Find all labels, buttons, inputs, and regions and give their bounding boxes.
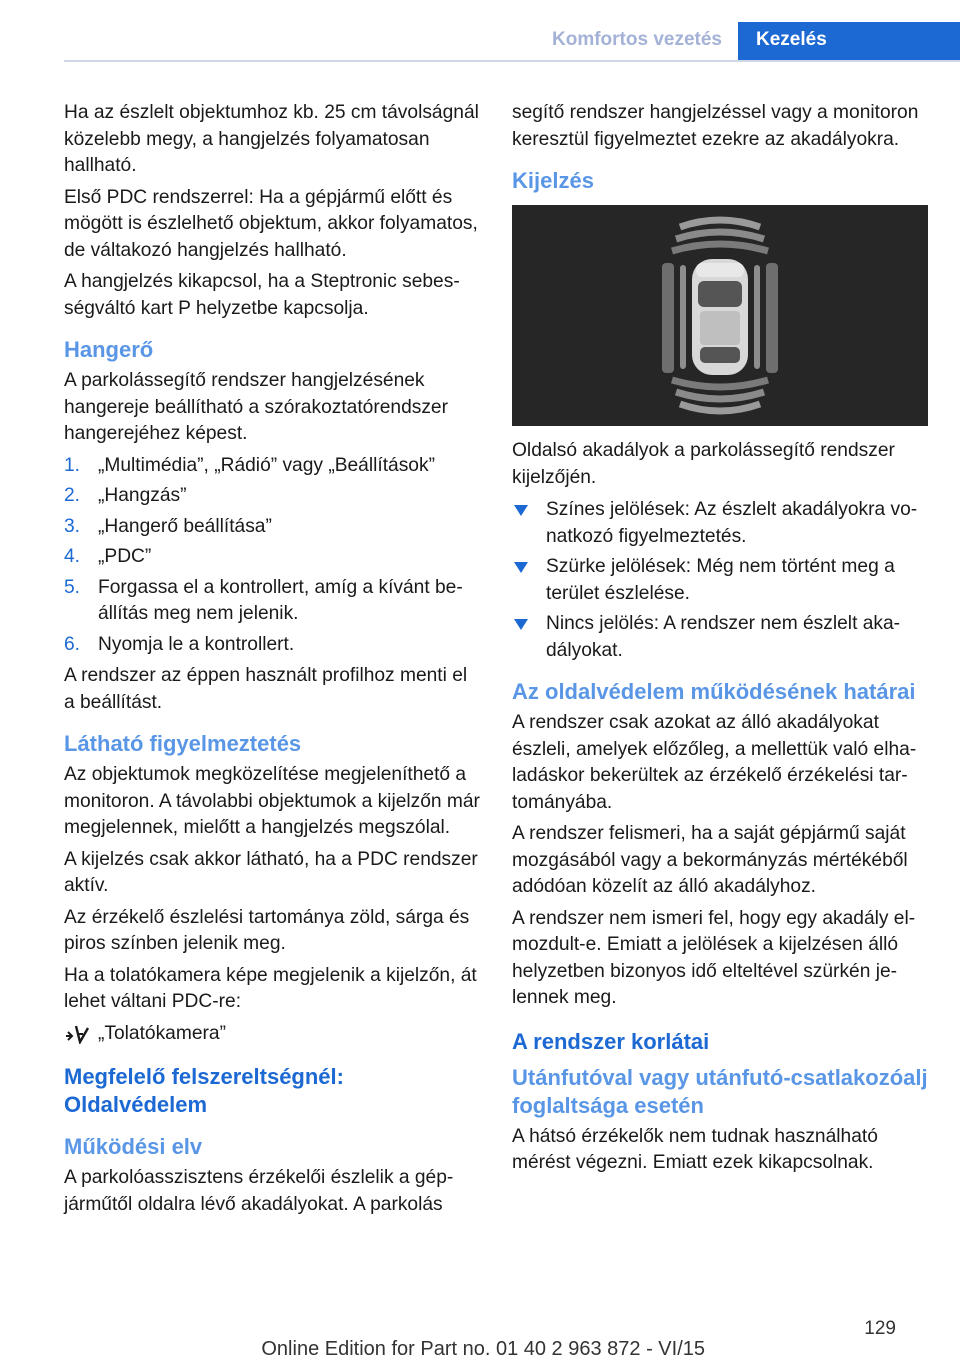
- step-number: 2.: [64, 485, 81, 506]
- heading-system-limits: A rendszer korlátai: [512, 1028, 710, 1054]
- heading-visible-warning: Látható figyelmeztetés: [64, 731, 302, 756]
- heading-side-limits: Az oldalvédelem működésének határai: [512, 679, 916, 704]
- paragraph: Oldalsó akadályok a parkolássegítő rendszer kijelzőjén.: [512, 440, 895, 488]
- list-item: [64, 453, 480, 480]
- header-chapter-tab: Kezelés: [738, 22, 960, 62]
- page-header: [64, 22, 960, 62]
- bullet-text: Színes jelölések: Az észlelt akadályokra vonatkozó figyelmeztetés.: [546, 499, 918, 547]
- step-text: „Hangerő beállítása”: [98, 515, 272, 537]
- step-number: 4.: [64, 546, 81, 567]
- edition-note: Online Edition for Part no. 01 40 2 963 872 - VI/15: [261, 1338, 705, 1360]
- heading-equipment: Megfelelő felszereltségnél: Oldalvédelem: [64, 1064, 344, 1117]
- step-text: „Multimédia”, „Rádió” vagy „Beállítások”: [98, 454, 435, 476]
- step-text: Nyomja le a kontrollert.: [98, 633, 295, 655]
- list-item: [64, 632, 480, 659]
- left-column: [64, 100, 480, 1223]
- heading-volume: Hangerő: [64, 337, 154, 362]
- paragraph: segítő rendszer hangjelzéssel vagy a monitoron keresztül figyelmeztet ezekre az akadályokra.: [512, 102, 919, 150]
- paragraph: A rendszer felismeri, ha a saját gépjármű saját mozgásából vagy a bekormányzás mértékéből adódóan közelít az álló akadályhoz.: [512, 823, 908, 897]
- bullet-text: Szürke jelölések: Még nem történt meg a terület észlelése.: [546, 556, 895, 604]
- page-number: 129: [864, 1318, 896, 1339]
- camera-item-label: „Tolatókamera”: [98, 1022, 226, 1044]
- marking-list: [512, 497, 928, 664]
- right-column: [512, 100, 928, 1182]
- step-number: 5.: [64, 576, 81, 598]
- step-number: 1.: [64, 454, 81, 476]
- step-number: 6.: [64, 633, 81, 655]
- list-item: [64, 575, 480, 628]
- list-item: [64, 544, 480, 571]
- heading-display: Kijelzés: [512, 168, 594, 193]
- paragraph: Ha az észlelt objektumhoz kb. 25 cm távolságnál közelebb megy, a hangjelzés folyamatosan hallható.: [64, 102, 479, 176]
- paragraph: A parkolássegítő rendszer hangjelzésének hangereje beállítható a szórakoztatórendszer hangerejéhez képest.: [64, 370, 448, 444]
- camera-menu-item: [64, 1021, 480, 1048]
- triangle-bullet-icon: [514, 619, 528, 630]
- car-pdc-display-image: [512, 205, 928, 426]
- header-section: Komfortos vezetés: [552, 29, 722, 50]
- header-rule: [64, 60, 960, 62]
- bullet-text: Nincs jelölés: A rendszer nem észlelt akadályokat.: [546, 613, 901, 661]
- list-item: [512, 611, 928, 664]
- step-text: Forgassa el a kontrollert, amíg a kívánt beállítás meg nem jelenik.: [98, 576, 463, 624]
- heading-principle: Működési elv: [64, 1134, 203, 1159]
- side-protection-display-figure: [512, 205, 928, 426]
- heading-trailer: Utánfutóval vagy utánfutó-csatlakozóalj foglaltsága esetén: [512, 1064, 928, 1118]
- paragraph: A hátsó érzékelők nem tudnak használható mérést végezni. Emiatt ezek kikapcsolnak.: [512, 1125, 878, 1173]
- rear-camera-icon: [64, 1024, 90, 1044]
- paragraph: A rendszer az éppen használt profilhoz menti el a beállítást.: [64, 665, 468, 713]
- step-text: „Hangzás”: [98, 485, 187, 506]
- paragraph: Az érzékelő észlelési tartománya zöld, sárga és piros színben jelenik meg.: [64, 906, 470, 954]
- paragraph: Ha a tolatókamera képe megjelenik a kijelzőn, át lehet váltani PDC-re:: [64, 964, 477, 1012]
- paragraph: A parkolóasszisztens érzékelői észlelik a gépjárműtől oldalra lévő akadályokat. A parkolás: [64, 1167, 454, 1215]
- step-number: 3.: [64, 515, 81, 537]
- list-item: [512, 554, 928, 607]
- paragraph: A rendszer csak azokat az álló akadályokat észleli, amelyek előzőleg, a mellettük való elhaladáskor bekerültek az érzékelő érzékelési tartományába.: [512, 712, 917, 813]
- page-footer: [0, 1318, 960, 1362]
- list-item: [64, 514, 480, 541]
- paragraph: Az objektumok megközelítése megjeleníthető a monitoron. A távolabbi objektumok a kijelzőn már megjelennek, mielőtt a hangjelzés megszólal.: [64, 764, 480, 838]
- list-item: [512, 497, 928, 550]
- paragraph: A kijelzés csak akkor látható, ha a PDC rendszer aktív.: [64, 848, 478, 896]
- list-item: [64, 483, 480, 510]
- step-text: „PDC”: [98, 546, 152, 567]
- paragraph: Első PDC rendszerrel: Ha a gépjármű előtt és mögött is észlelhető objektum, akkor folyamatos, de váltakozó hangjelzés hallható.: [64, 186, 478, 261]
- triangle-bullet-icon: [514, 562, 528, 573]
- paragraph: A hangjelzés kikapcsol, ha a Steptronic sebességváltó kart P helyzetbe kapcsolja.: [64, 271, 460, 319]
- paragraph: A rendszer nem ismeri fel, hogy egy akadály elmozdult-e. Emiatt a jelölések a kijelzésen álló helyzetben bizonyos idő elteltével szürkén jelennek meg.: [512, 907, 916, 1008]
- steps-list: [64, 453, 480, 659]
- triangle-bullet-icon: [514, 505, 528, 516]
